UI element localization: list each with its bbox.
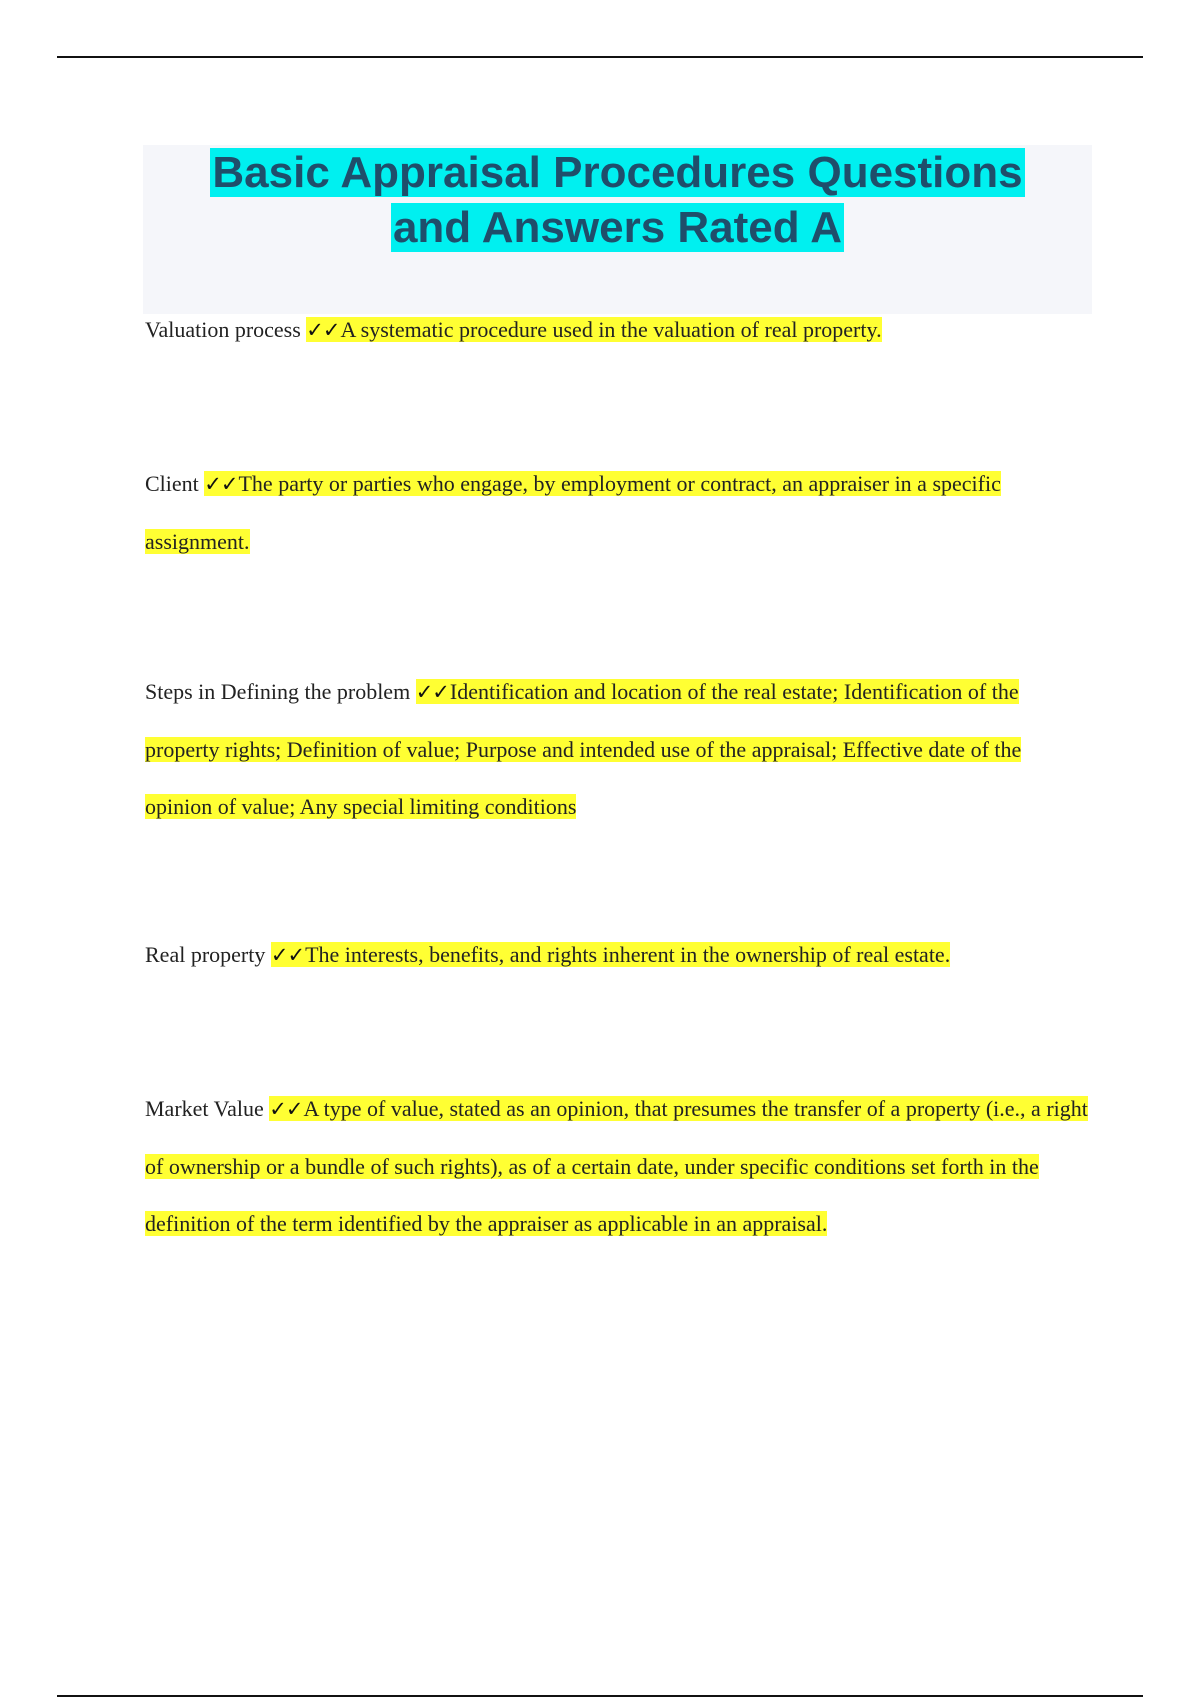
- entry-answer-text: The interests, benefits, and rights inherent in the ownership of real estate.: [305, 942, 951, 967]
- entry-answer-text: Identification and location of the real estate; Identification of the property rights; Definition of value; Purpose and intended use of the appraisal; Effective date of the opinion of value; Any special limiting conditions: [145, 679, 1022, 819]
- double-check-icon: ✓✓: [415, 680, 449, 704]
- entry-answer-text: A systematic procedure used in the valuation of real property.: [340, 317, 882, 342]
- qa-entry-market-value: [145, 1080, 1090, 1252]
- qa-entry-valuation-process: [145, 301, 1090, 359]
- entry-term: Market Value: [145, 1096, 264, 1121]
- double-check-icon: ✓✓: [269, 1097, 303, 1121]
- qa-entry-client: [145, 455, 1090, 570]
- entry-answer: [271, 942, 950, 967]
- entry-term: Valuation process: [145, 317, 301, 342]
- entry-term: Client: [145, 471, 199, 496]
- title-line-1: Basic Appraisal Procedures Questions: [212, 148, 1023, 197]
- bottom-rule: [57, 1695, 1143, 1697]
- qa-entry-real-property: [145, 926, 1090, 984]
- double-check-icon: ✓✓: [204, 472, 238, 496]
- entry-term: Real property: [145, 942, 266, 967]
- entry-answer: [145, 1096, 1088, 1236]
- double-check-icon: ✓✓: [270, 943, 305, 967]
- entry-answer-text: The party or parties who engage, by employment or contract, an appraiser in a specific assignment.: [145, 471, 1001, 554]
- entry-answer: [145, 471, 1001, 554]
- document-title: [143, 145, 1092, 255]
- entry-answer: [306, 317, 881, 342]
- entry-answer-text: A type of value, stated as an opinion, that presumes the transfer of a property (i.e., a right of ownership or a bundle of such rights), as of a certain date, under specific conditions set forth in the definition of the term identified by the appraiser as applicable in an appraisal.: [145, 1096, 1088, 1236]
- double-check-icon: ✓✓: [306, 318, 340, 342]
- entry-term: Steps in Defining the problem: [145, 679, 411, 704]
- title-line-2: and Answers Rated A: [392, 203, 843, 252]
- qa-entry-steps-defining-problem: [145, 663, 1090, 835]
- top-rule: [57, 56, 1143, 58]
